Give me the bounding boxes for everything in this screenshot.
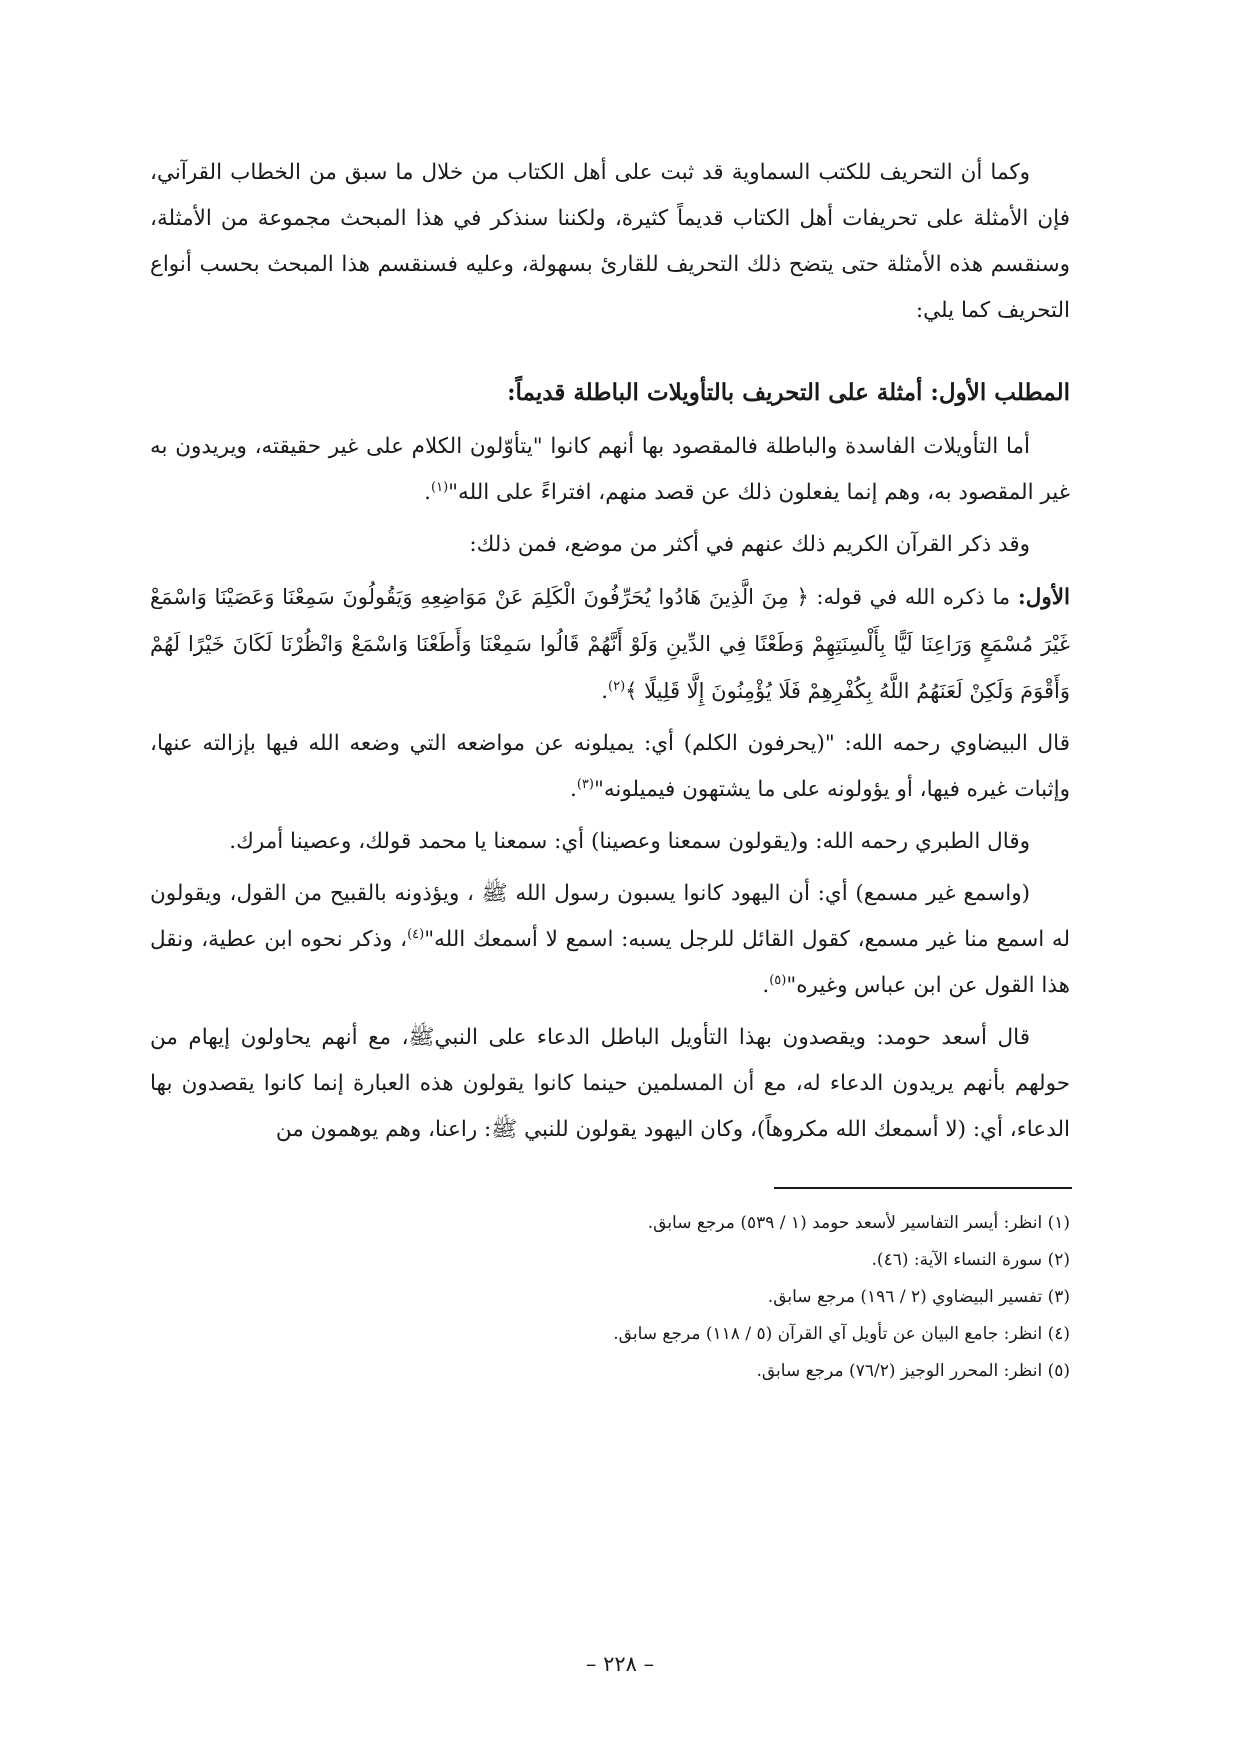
paragraph-baydawi-tail: . — [570, 777, 577, 802]
page-body — [150, 150, 1070, 1159]
paragraph-baydawi — [150, 721, 1070, 813]
footnote-ref-4: (٤) — [407, 926, 425, 942]
section-heading: المطلب الأول: أمثلة على التحريف بالتأويلات الباطلة قديماً: — [507, 379, 1070, 406]
footnote-ref-2: (٢) — [608, 678, 626, 694]
footnote-ref-5: (٥) — [769, 972, 787, 988]
paragraph-tawilat-tail: . — [424, 480, 432, 505]
paragraph-first-example — [150, 574, 1070, 715]
paragraph-isma-tail: . — [762, 973, 770, 998]
paragraph-first-example-tail: . — [601, 679, 609, 704]
paragraph-baydawi-text: قال البيضاوي رحمه الله: "(يحرفون الكلم) أي: يميلونه عن مواضعه التي وضعه الله فيها بإزالته عنها، وإثبات غيره فيها، أو يؤولونه على ما يشتهون فيميلونه" — [150, 731, 1070, 802]
intro-paragraph: وكما أن التحريف للكتب السماوية قد ثبت على أهل الكتاب من خلال ما سبق من الخطاب القرآني، فإن الأمثلة على تحريفات أهل الكتاب قديماً كثيرة، ولكننا سنذكر في هذا المبحث مجموعة من الأمثلة، وسنقسم هذه الأمثلة حتى يتضح ذلك التحريف للقارئ بسهولة، وعليه فسنقسم هذا المبحث بحسب أنواع التحريف كما يلي: — [150, 160, 1070, 323]
quran-verse: ما ذكره الله في قوله: ﴿ مِنَ الَّذِينَ هَادُوا يُحَرِّفُونَ الْكَلِمَ عَنْ مَوَاضِعِهِ وَيَقُولُونَ سَمِعْنَا وَعَصَيْنَا وَاسْمَعْ غَيْرَ مُسْمَعٍ وَرَاعِنَا لَيًّا بِأَلْسِنَتِهِمْ وَطَعْنًا فِي الدِّينِ وَلَوْ أَنَّهُمْ قَالُوا سَمِعْنَا وَأَطَعْنَا وَاسْمَعْ وَانْظُرْنَا لَكَانَ خَيْرًا لَهُمْ وَأَقْوَمَ وَلَكِنْ لَعَنَهُمُ اللَّهُ بِكُفْرِهِمْ فَلَا يُؤْمِنُونَ إِلَّا قَلِيلًا ﴾ — [150, 585, 1070, 703]
paragraph-tawilat-text: أما التأويلات الفاسدة والباطلة فالمقصود بها أنهم كانوا "يتأوّلون الكلام على غير حقيقته، ويريدون به غير المقصود به، وهم إنما يفعلون ذلك عن قصد منهم، افتراءً على الله" — [150, 434, 1070, 505]
paragraph-isma-mid: ، وذكر نحوه ابن عطية، ونقل هذا القول عن ابن عباس وغيره" — [150, 927, 1070, 998]
footnote-item: (٣) تفسير البيضاوي (٢ / ١٩٦) مرجع سابق. — [767, 1287, 1070, 1307]
footnotes-list — [170, 1205, 1070, 1390]
footnote-item: (٤) انظر: جامع البيان عن تأويل آي القرآن (٥ / ١١٨) مرجع سابق. — [613, 1324, 1070, 1344]
paragraph-tawilat — [150, 424, 1070, 516]
paragraph-isma-text: (واسمع غير مسمع) أي: أن اليهود كانوا يسبون رسول الله ﷺ ، ويؤذونه بالقبيح من القول، ويقولون له اسمع منا غير مسمع، كقول القائل للرجل يسبه: اسمع لا أسمعك الله" — [150, 881, 1071, 952]
footnote-item: (٢) سورة النساء الآية: (٤٦). — [871, 1250, 1070, 1270]
footnote-divider — [774, 1187, 1072, 1189]
footnote-ref-3: (٣) — [576, 776, 594, 792]
footnote-ref-1: (١) — [431, 479, 449, 495]
page-number: – ٢٢٨ – — [585, 1652, 655, 1676]
first-example-label: الأول: — [1017, 585, 1070, 610]
footnote-item: (٥) انظر: المحرر الوجيز (٧٦/٢) مرجع سابق. — [756, 1361, 1070, 1381]
paragraph-quran-mention: وقد ذكر القرآن الكريم ذلك عنهم في أكثر من موضع، فمن ذلك: — [469, 532, 1030, 557]
footnote-item: (١) انظر: أيسر التفاسير لأسعد حومد (١ / ٥٣٩) مرجع سابق. — [647, 1213, 1070, 1233]
paragraph-asad-hawmad: قال أسعد حومد: ويقصدون بهذا التأويل الباطل الدعاء على النبيﷺ، مع أنهم يحاولون إيهام من حولهم بأنهم يريدون الدعاء له، مع أن المسلمين حينما كانوا يقولون هذه العبارة إنما كانوا يقصدون بها الدعاء، أي: (لا أسمعك الله مكروهاً)، وكان اليهود يقولون للنبي ﷺ: راعنا، وهم يوهمون من — [150, 1025, 1070, 1142]
paragraph-tabari: وقال الطبري رحمه الله: و(يقولون سمعنا وعصينا) أي: سمعنا يا محمد قولك، وعصينا أمرك. — [229, 829, 1030, 854]
paragraph-isma — [150, 871, 1070, 1009]
